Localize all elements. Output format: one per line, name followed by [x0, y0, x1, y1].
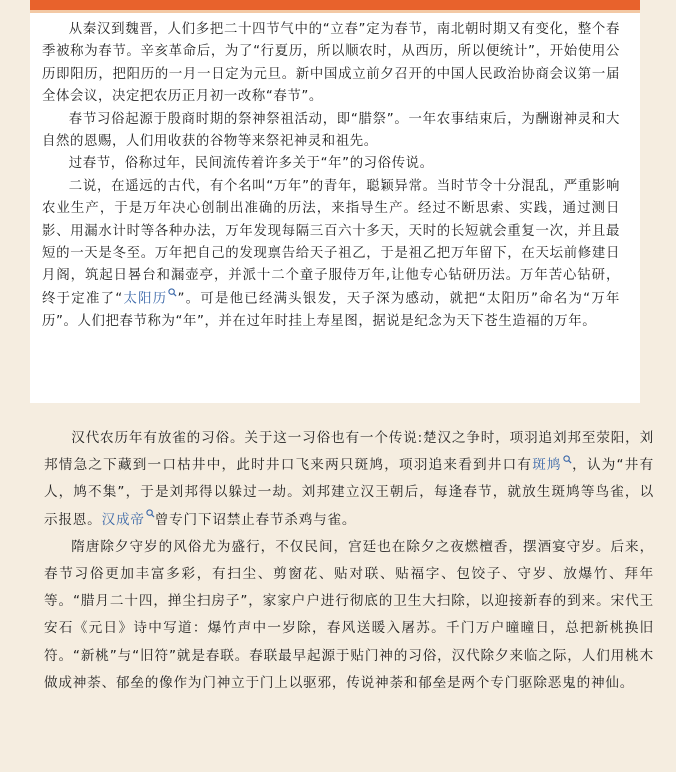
search-icon: [146, 509, 155, 518]
top-accent-bar: [30, 0, 640, 10]
card-paragraph-4: [42, 176, 620, 333]
link-banjiu[interactable]: 斑鸠: [532, 457, 562, 474]
text-span: 汉代农历年有放雀的习俗。关于这一习俗也有一个传说:楚汉之争时，项羽追刘邦至荥阳，刘邦情急之下藏到一口枯井中，此时井口飞来两只斑鸠，项羽追来看到井口有: [44, 430, 654, 474]
body-paragraph-1: [44, 425, 654, 534]
link-hanchengdi[interactable]: 汉成帝: [101, 511, 145, 528]
card-paragraph-1: 从秦汉到魏晋，人们多把二十四节气中的“立春”定为春节，南北朝时期又有变化，整个春季被称为春节。辛亥革命后，为了“行夏历，所以顺农时，从西历，所以便统计”，开始使用公历即阳历，把阳历的一月一日定为元旦。新中国成立前夕召开的中国人民政治协商会议第一届全体会议，决定把农历正月初一改称“春节”。: [42, 22, 620, 105]
search-icon: [563, 455, 572, 464]
card-paragraph-3: 过春节，俗称过年，民间流传着许多关于“年”的习俗传说。: [68, 156, 434, 172]
text-span: 二说，在遥远的古代，有个名叫“万年”的青年，聪颖异常。当时节令十分混乱，严重影响农业生产，于是万年决心创制出准确的历法，来指导生产。经过不断思索、实践，通过测日影、用漏水计时等各种办法，万年发现每隔三百六十多天，天时的长短就会重复一次，并且最短的一天是冬至。万年把自己的发现禀告给天子祖乙，于是祖乙把万年留下，在天坛前修建日月阁，筑起日晷台和漏壶亭，并派十二个童子服侍万年,让他专心钻研历法。万年苦心钻研，终于定准了“: [42, 178, 620, 307]
link-taiyangli[interactable]: 太阳历: [122, 291, 168, 307]
text-span: 曾专门下诏禁止春节杀鸡与雀。: [154, 511, 357, 528]
quote-card: [30, 13, 640, 403]
article-body: [44, 425, 654, 697]
body-paragraph-2: 隋唐除夕守岁的风俗尤为盛行，不仅民间，宫廷也在除夕之夜燃檀香，摆酒宴守岁。后来，春节习俗更加丰富多彩，有扫尘、剪窗花、贴对联、贴福字、包饺子、守岁、放爆竹、拜年等。“腊月二十四，掸尘扫房子”，家家户户进行彻底的卫生大扫除，以迎接新春的到来。宋代王安石《元日》诗中写道：爆竹声中一岁除，春风送暖入屠苏。千门万户曈曈日，总把新桃换旧符。“新桃”与“旧符”就是春联。春联最早起源于贴门神的习俗，汉代除夕来临之际，人们用桃木做成神荼、郁垒的像作为门神立于门上以驱邪，传说神荼和郁垒是两个专门驱除恶鬼的神仙。: [44, 538, 654, 691]
card-paragraph-2: 春节习俗起源于殷商时期的祭神祭祖活动，即“腊祭”。一年农事结束后，为酬谢神灵和大自然的恩赐，人们用收获的谷物等来祭祀神灵和祖先。: [42, 111, 620, 150]
text-span: ，认为“井有人，鸠不集”，于是刘邦得以躲过一劫。刘邦建立汉王朝后，每逢春节，就放生斑鸠等鸟雀，以示报恩。: [44, 457, 654, 528]
text-span: ”。可是他已经满头银发，天子深为感动，就把“太阳历”命名为“万年历”。人们把春节称为“年”，并在过年时挂上寿星图，据说是纪念为天下苍生造福的万年。: [42, 291, 620, 329]
